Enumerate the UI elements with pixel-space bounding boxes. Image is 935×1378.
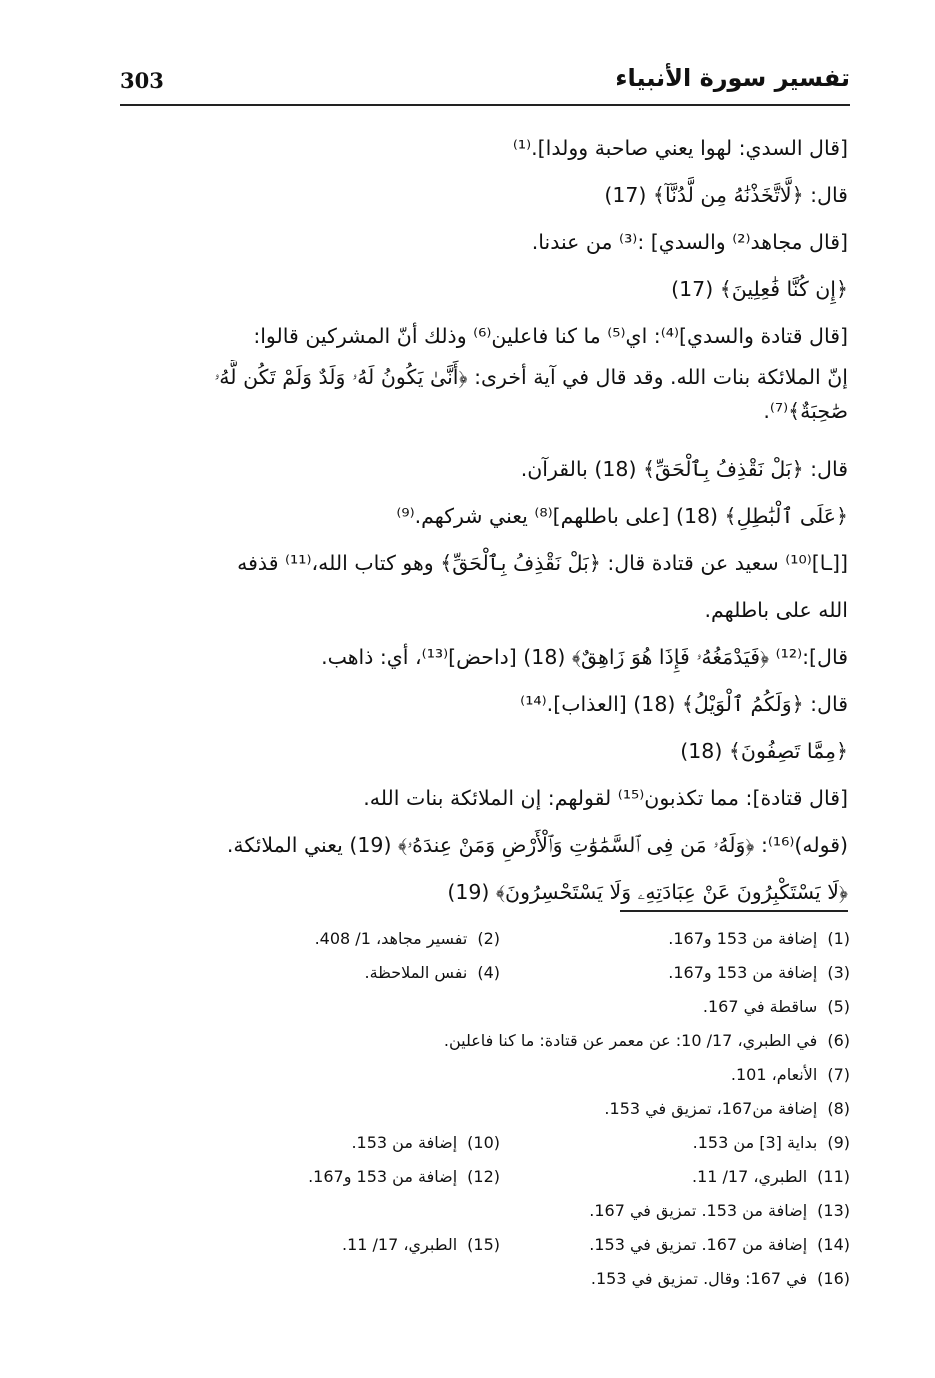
footnote-number: (1) [827, 929, 850, 948]
body-line: [قال قتادة]: مما تكذبون⁽¹⁵⁾ لقولهم: إن الملائكة بنات الله. [363, 786, 848, 810]
footnote-number: (2) [477, 929, 500, 948]
footnote-row [128, 1194, 850, 1228]
footnote-text: إضافة من 153 و167. [668, 929, 818, 948]
footnote-row [128, 922, 850, 956]
footnotes [128, 922, 850, 1296]
footnote-row [128, 956, 850, 990]
footnote-number: (8) [827, 1099, 850, 1118]
footnote-text: الأنعام، 101. [730, 1065, 818, 1084]
footnote-text: إضافة من 153. تمزيق في 167. [589, 1201, 808, 1220]
body-line: إنّ الملائكة بنات الله. وقد قال في آية أخرى: ﴿أَنَّىٰ يَكُونُ لَهُۥ وَلَدٌ وَلَمْ تَكُن لَّهُۥ [214, 365, 848, 389]
footnote [500, 1058, 850, 1092]
footnote-row [128, 1024, 850, 1058]
footnote-text: إضافة من 167. تمزيق في 153. [589, 1235, 808, 1254]
footnote-row [128, 990, 850, 1024]
footnote [500, 1194, 850, 1228]
footnote-text: في 167: وقال. تمزيق في 153. [590, 1269, 808, 1288]
footnote-row [128, 1092, 850, 1126]
footnote-row [128, 1126, 850, 1160]
footnote-row [128, 1160, 850, 1194]
page-header [120, 62, 850, 98]
footnote-number: (15) [467, 1235, 500, 1254]
footnote-text: في الطبري، 17/ 10: عن معمر عن قتادة: ما كنا فاعلين. [443, 1031, 818, 1050]
footnote-text: تفسير مجاهد، 1/ 408. [314, 929, 468, 948]
footnote [500, 922, 850, 956]
footnote-text: إضافة من167، تمزيق في 153. [604, 1099, 818, 1118]
body-line: صَٰحِبَةٌ﴾⁽⁷⁾. [763, 399, 848, 423]
footnote [500, 1228, 850, 1262]
body-line: الله على باطلهم. [704, 598, 848, 622]
footnote-number: (10) [467, 1133, 500, 1152]
footnote-number: (3) [827, 963, 850, 982]
footnote [150, 956, 500, 990]
footnote-number: (16) [817, 1269, 850, 1288]
body-line: (قوله)⁽¹⁶⁾: ﴿وَلَهُۥ مَن فِى ٱلسَّمَٰوَٰتِ وَٱلْأَرْضِ وَمَنْ عِندَهُۥ﴾ (19) يعني الملائكة. [226, 833, 848, 857]
footnote-row [128, 1262, 850, 1296]
footnote [150, 1126, 500, 1160]
footnote [500, 1092, 850, 1126]
body-text [128, 125, 848, 916]
header-rule [120, 104, 850, 106]
body-line: [قال مجاهد⁽²⁾ والسدي] :⁽³⁾ من عندنا. [531, 230, 848, 254]
footnote [500, 956, 850, 990]
footnote [150, 1160, 500, 1194]
body-line: [قال السدي: لهوا يعني صاحبة وولدا].⁽¹⁾ [512, 136, 848, 160]
footnote-text: بداية [3] من 153. [692, 1133, 818, 1152]
footnote-number: (4) [477, 963, 500, 982]
page-number: 303 [120, 68, 164, 93]
footnote-number: (9) [827, 1133, 850, 1152]
footnote [500, 1160, 850, 1194]
footnote-text: ساقطة في 167. [702, 997, 818, 1016]
footnote [444, 1031, 850, 1050]
footnote-number: (11) [817, 1167, 850, 1186]
body-line: ﴿مِمَّا تَصِفُونَ﴾ (18) [680, 739, 848, 763]
footnote-row [128, 1058, 850, 1092]
footnote-text: إضافة من 153 و167. [668, 963, 818, 982]
footnote [500, 1126, 850, 1160]
footnote-text: الطبري، 17/ 11. [691, 1167, 808, 1186]
footnote-number: (5) [827, 997, 850, 1016]
footnote-number: (7) [827, 1065, 850, 1084]
body-line: ﴿لَا يَسْتَكْبِرُونَ عَنْ عِبَادَتِهِۦ وَلَا يَسْتَحْسِرُونَ﴾ (19) [447, 880, 848, 904]
body-line: [[ـا]⁽¹⁰⁾ سعيد عن قتادة قال: ﴿بَلْ نَقْذِفُ بِٱلْحَقِّ﴾ وهو كتاب الله،⁽¹¹⁾ قذفه [237, 551, 848, 575]
footnote-text: الطبري، 17/ 11. [341, 1235, 458, 1254]
footnote-text: إضافة من 153 و167. [308, 1167, 458, 1186]
body-line: قال: ﴿لَّاتَّخَذْنَٰهُ مِن لَّدُنَّآ﴾ (17) [604, 183, 848, 207]
footnote-number: (12) [467, 1167, 500, 1186]
footnote-text: إضافة من 153. [351, 1133, 458, 1152]
running-title: تفسير سورة الأنبياء [615, 64, 850, 92]
body-line: قال: ﴿بَلْ نَقْذِفُ بِٱلْحَقِّ﴾ (18) بالقرآن. [520, 457, 848, 481]
footnote-row [128, 1228, 850, 1262]
footnote [150, 1228, 500, 1262]
footnote [150, 922, 500, 956]
body-line: قال: ﴿وَلَكُمُ ٱلْوَيْلُ﴾ (18) [العذاب].⁽¹⁴⁾ [520, 692, 848, 716]
footnote-rule [620, 910, 848, 912]
footnote-number: (6) [827, 1031, 850, 1050]
footnote-number: (14) [817, 1235, 850, 1254]
body-line: [قال قتادة والسدي]⁽⁴⁾: اي⁽⁵⁾ ما كنا فاعلين⁽⁶⁾ وذلك أنّ المشركين قالوا: [253, 324, 848, 348]
footnote-number: (13) [817, 1201, 850, 1220]
body-line: ﴿عَلَى ٱلْبَٰطِلِ﴾ (18) [على باطلهم]⁽⁸⁾ يعني شركهم.⁽⁹⁾ [396, 504, 848, 528]
footnote [500, 990, 850, 1024]
body-line: ﴿إِن كُنَّا فَٰعِلِينَ﴾ (17) [671, 277, 848, 301]
footnote [500, 1262, 850, 1296]
footnote-text: نفس الملاحظة. [364, 963, 468, 982]
body-line: قال]:⁽¹²⁾ ﴿فَيَدْمَغُهُۥ فَإِذَا هُوَ زَاهِقٌ﴾ (18) [داحض]⁽¹³⁾، أي: ذاهب. [321, 645, 848, 669]
